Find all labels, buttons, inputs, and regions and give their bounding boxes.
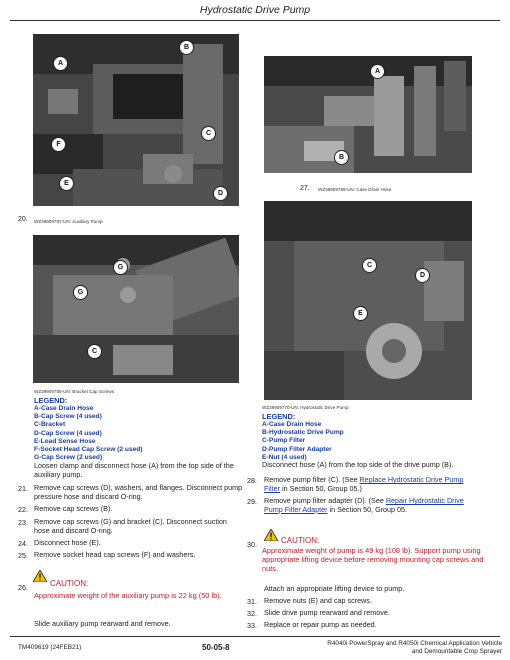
step-text (264, 497, 474, 515)
callout-c: C (201, 126, 216, 141)
callout-b: B (179, 40, 194, 55)
step-text: Remove socket head cap screws (F) and washers. (34, 550, 196, 559)
step-text: Remove cap screws (D), washers, and flanges. Disconnect pump pressure hose and discard O-ring. (34, 483, 243, 501)
legend-list (34, 405, 142, 462)
step-number: 24. (18, 539, 28, 548)
procedure-intro: Loosen clamp and disconnect hose (A) from the top side of the auxiliary pump. (34, 461, 234, 479)
callout-e: E (353, 306, 368, 321)
callout-c: C (362, 258, 377, 273)
step-text: Replace or repair pump as needed. (264, 620, 377, 629)
step-text-pre: Remove pump filter adapter (D). (See (264, 496, 386, 505)
step-text: Remove cap screws (B). (34, 504, 113, 513)
auxiliary-pump-photo (33, 34, 239, 206)
hydrostatic-drive-pump-photo (264, 201, 472, 400)
callout-b: B (334, 150, 349, 165)
callout-d: D (213, 186, 228, 201)
replace-filter-link[interactable]: Replace Hydrostatic Drive Pump Filter (264, 475, 464, 493)
step-number: 28. (247, 476, 257, 485)
bracket-cap-screws-photo (33, 235, 239, 383)
header-rule (10, 20, 500, 21)
procedure-intro: Disconnect hose (A) from the top side of the drive pump (B). (262, 460, 454, 469)
figure-caption: WZ39909789-UN: Case Drain Hose (318, 187, 392, 192)
step-number: 32. (247, 609, 257, 618)
step-text-post: in Section 50, Group 05. (327, 504, 408, 514)
procedure-text: Slide auxiliary pump rearward and remove. (34, 619, 171, 628)
caution-label: CAUTION: (50, 579, 89, 588)
legend-item: G-Cap Screw (2 used) (34, 454, 103, 462)
step-text: Slide drive pump rearward and remove. (264, 608, 390, 617)
step-number: 22. (18, 505, 28, 514)
warning-icon (33, 570, 47, 582)
footer-product-line1: R4040i PowerSpray and R4050i Chemical Application Vehicle (327, 640, 502, 647)
legend-item: A-Case Drain Hose (34, 405, 94, 412)
step-number: 25. (18, 551, 28, 560)
caution-text: Approximate weight of pump is 49 kg (108 lb). Support pump using appropriate lifting device before removing mounting cap screws and nuts. (262, 546, 484, 573)
callout-e: E (59, 176, 74, 191)
figure-number: 20. (18, 216, 28, 223)
legend-item: F-Socket Head Cap Screw (2 used) (34, 446, 143, 454)
figure-number: 27. (300, 185, 310, 192)
footer-page-number: 50-05-8 (202, 643, 230, 652)
step-text (264, 476, 474, 494)
step-text: Disconnect hose (E). (34, 538, 101, 547)
callout-d: D (415, 268, 430, 283)
step-number: 23. (18, 518, 28, 527)
step-number: 33. (247, 621, 257, 630)
legend-item: C-Bracket (34, 421, 66, 429)
legend-item: E-Nut (4 used) (262, 453, 307, 461)
callout-a: A (370, 64, 385, 79)
footer-doc-id: TM409619 (24FEB21) (18, 644, 82, 651)
legend-title: LEGEND: (34, 396, 68, 405)
step-text-post: in Section 50, Group 05.) (279, 483, 362, 493)
callout-g: G (73, 285, 88, 300)
callout-g: G (113, 260, 128, 275)
step-number: 29. (247, 497, 257, 506)
legend-item: B-Hydrostatic Drive Pump (262, 429, 344, 437)
step-text: Remove nuts (E) and cap screws. (264, 596, 372, 605)
figure-caption: WZ39909787-UN: Auxiliary Pump (34, 219, 103, 224)
legend-item: B-Cap Screw (4 used) (34, 413, 102, 421)
caution-label: CAUTION: (281, 536, 320, 545)
legend-item: D-Cap Screw (4 used) (34, 429, 102, 437)
callout-a: A (53, 56, 68, 71)
warning-icon (264, 529, 278, 541)
procedure-text: Attach an appropriate lifting device to pump. (264, 584, 405, 593)
step-number: 31. (247, 597, 257, 606)
figure-caption: WZ39909770-UN: Hydrostatic Drive Pump (262, 405, 349, 410)
callout-f: F (51, 137, 66, 152)
repair-adapter-link[interactable]: Repair Hydrostatic Drive Pump Filter Adapter (264, 496, 464, 514)
case-drain-hose-photo (264, 56, 472, 173)
step-number: 30. (247, 540, 257, 549)
callout-c: C (87, 344, 102, 359)
step-text: Remove cap screws (G) and bracket (C). Disconnect suction hose and discard O-ring. (34, 517, 227, 535)
footer-product-line2: and Demountable Crop Sprayer (411, 648, 502, 655)
legend-title: LEGEND: (262, 412, 296, 421)
legend-item: A-Case Drain Hose (262, 421, 322, 428)
footer-rule (10, 636, 500, 637)
step-number: 26. (18, 583, 28, 592)
legend-item: D-Pump Filter Adapter (262, 445, 332, 453)
step-text-pre: Remove pump filter (C). (See (264, 475, 360, 484)
caution-text: Approximate weight of the auxiliary pump is 22 kg (50 lb). (34, 591, 222, 600)
legend-list (262, 421, 344, 462)
legend-item: C-Pump Filter (262, 437, 306, 445)
page-title: Hydrostatic Drive Pump (199, 4, 311, 16)
step-number: 21. (18, 484, 28, 493)
figure-caption: WZ39909788-UN: Bracket Cap Screws (34, 389, 114, 394)
legend-item: E-Load Sense Hose (34, 437, 96, 445)
